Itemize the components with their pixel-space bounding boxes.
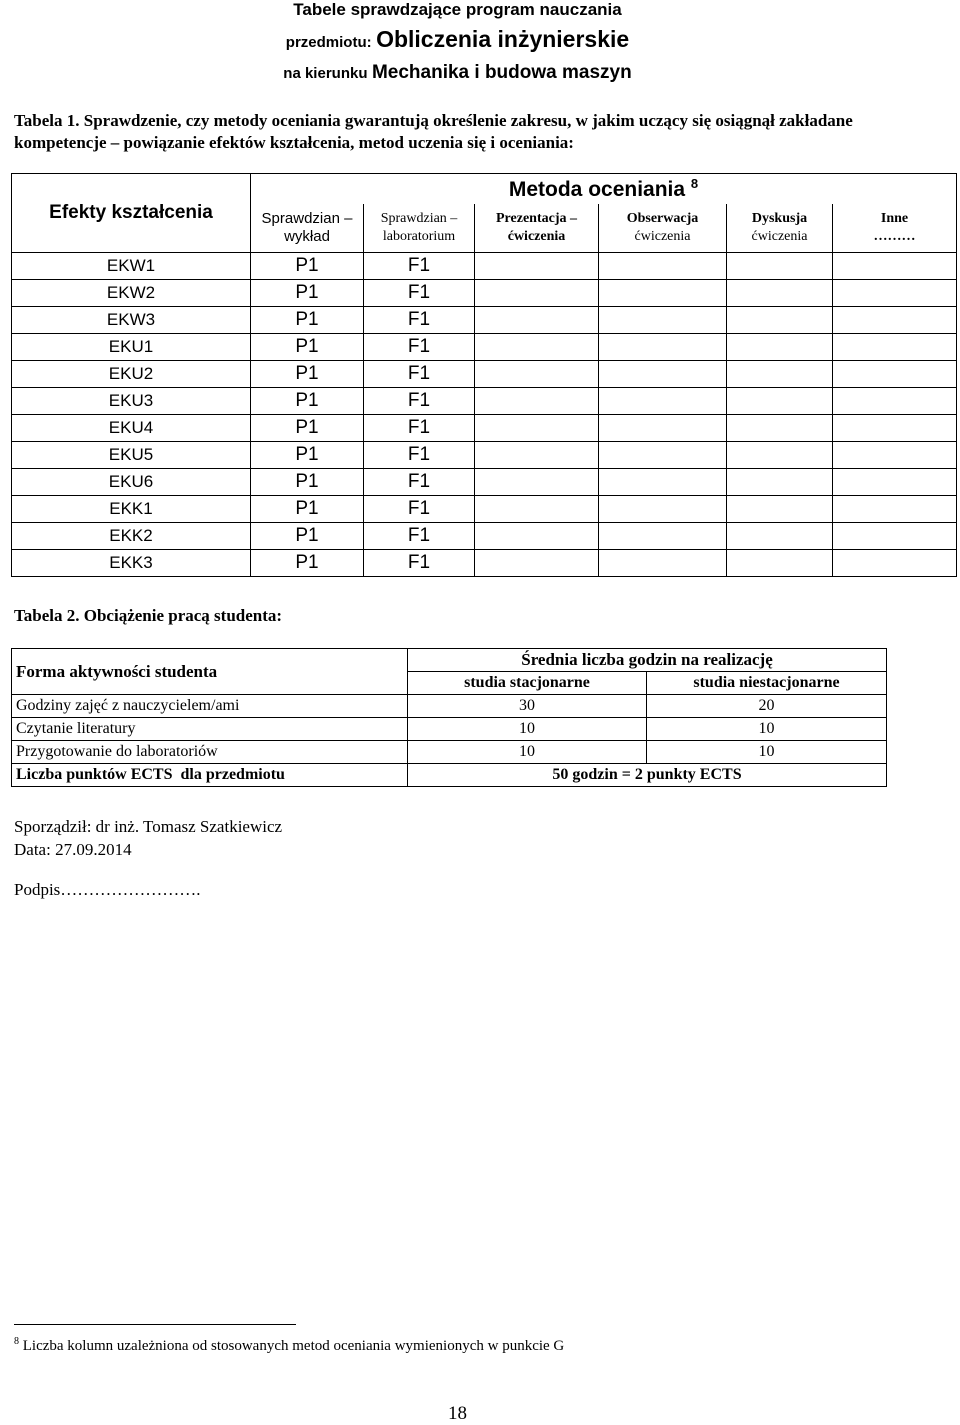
method-line2: ćwiczenia	[751, 229, 808, 245]
empty-cell	[599, 280, 727, 307]
wyklad-cell: P1	[251, 388, 364, 415]
method-line2: laboratorium	[382, 229, 456, 245]
empty-cell	[475, 415, 599, 442]
method-line1: Prezentacja –	[496, 211, 577, 227]
empty-cell	[599, 415, 727, 442]
empty-cell	[833, 442, 957, 469]
empty-cell	[727, 523, 833, 550]
empty-cell	[599, 307, 727, 334]
wyklad-cell: P1	[251, 307, 364, 334]
empty-cell	[727, 334, 833, 361]
method-line1: Dyskusja	[751, 211, 808, 227]
col-header-srednia: Średnia liczba godzin na realizację	[408, 649, 887, 672]
hours-niestacjonarne: 10	[647, 741, 887, 764]
empty-cell	[727, 469, 833, 496]
wyklad-cell: P1	[251, 469, 364, 496]
header-line2	[0, 26, 915, 53]
empty-cell	[727, 550, 833, 577]
table-row	[12, 415, 957, 442]
wyklad-cell: P1	[251, 253, 364, 280]
method-header	[727, 204, 833, 252]
footnote-mark: 8	[14, 1336, 19, 1347]
table-row	[12, 550, 957, 577]
table2-header-row-1	[12, 649, 887, 672]
activity-label: Czytanie literatury	[12, 718, 408, 741]
table-row	[12, 496, 957, 523]
empty-cell	[599, 361, 727, 388]
wyklad-cell: P1	[251, 523, 364, 550]
lab-cell: F1	[364, 307, 475, 334]
date: Data: 27.09.2014	[14, 840, 132, 859]
table-row	[12, 307, 957, 334]
empty-cell	[599, 253, 727, 280]
activity-label: Przygotowanie do laboratoriów	[12, 741, 408, 764]
method-line1: Obserwacja	[626, 211, 699, 227]
method-line2: ćwiczenia	[507, 229, 566, 245]
empty-cell	[727, 253, 833, 280]
header-line1: Tabele sprawdzające program nauczania	[293, 0, 622, 19]
lab-cell: F1	[364, 253, 475, 280]
table1-header-row-1	[12, 174, 957, 205]
table-row-total	[12, 764, 887, 787]
table-row	[12, 469, 957, 496]
table2-caption: Tabela 2. Obciążenie pracą studenta:	[14, 606, 283, 625]
table-row	[12, 695, 887, 718]
efekt-cell: EKK2	[12, 523, 251, 550]
lab-cell: F1	[364, 469, 475, 496]
col-header-efekty: Efekty kształcenia	[12, 174, 251, 253]
empty-cell	[475, 334, 599, 361]
empty-cell	[833, 253, 957, 280]
efekt-cell: EKK3	[12, 550, 251, 577]
method-header	[251, 204, 364, 252]
method-line1: Sprawdzian –	[261, 210, 353, 228]
empty-cell	[833, 280, 957, 307]
wyklad-cell: P1	[251, 550, 364, 577]
efekt-cell: EKU1	[12, 334, 251, 361]
wyklad-cell: P1	[251, 442, 364, 469]
efekt-cell: EKW3	[12, 307, 251, 334]
efekt-cell: EKK1	[12, 496, 251, 523]
table1-caption: Tabela 1. Sprawdzenie, czy metody oceniania gwarantują określenie zakresu, w jakim uczący się osiągnął zakładane kompetencje – powiązanie efektów kształcenia, metod uczenia się i oceniania:	[14, 111, 853, 152]
table-row	[12, 442, 957, 469]
lab-cell: F1	[364, 442, 475, 469]
empty-cell	[727, 280, 833, 307]
wyklad-cell: P1	[251, 415, 364, 442]
empty-cell	[833, 361, 957, 388]
footnote-divider	[14, 1324, 296, 1325]
ects-total-value: 50 godzin = 2 punkty ECTS	[408, 764, 887, 787]
activity-label: Godziny zajęć z nauczycielem/ami	[12, 695, 408, 718]
empty-cell	[475, 469, 599, 496]
efekt-cell: EKU5	[12, 442, 251, 469]
efekt-cell: EKU2	[12, 361, 251, 388]
wyklad-cell: P1	[251, 361, 364, 388]
efekt-cell: EKU4	[12, 415, 251, 442]
efekt-cell: EKW2	[12, 280, 251, 307]
empty-cell	[727, 388, 833, 415]
empty-cell	[833, 388, 957, 415]
empty-cell	[727, 415, 833, 442]
empty-cell	[599, 442, 727, 469]
lab-cell: F1	[364, 496, 475, 523]
signature-line: Podpis…………………….	[14, 880, 201, 899]
header-subject: Obliczenia inżynierskie	[376, 26, 630, 52]
empty-cell	[475, 496, 599, 523]
empty-cell	[475, 280, 599, 307]
hours-niestacjonarne: 10	[647, 718, 887, 741]
empty-cell	[599, 496, 727, 523]
empty-cell	[475, 523, 599, 550]
table-row	[12, 361, 957, 388]
empty-cell	[599, 334, 727, 361]
lab-cell: F1	[364, 388, 475, 415]
table-row	[12, 253, 957, 280]
lab-cell: F1	[364, 523, 475, 550]
hours-stacjonarne: 10	[408, 718, 647, 741]
empty-cell	[727, 496, 833, 523]
empty-cell	[727, 442, 833, 469]
table-row	[12, 334, 957, 361]
lab-cell: F1	[364, 280, 475, 307]
hours-stacjonarne: 30	[408, 695, 647, 718]
empty-cell	[599, 523, 727, 550]
header-subject-prefix: przedmiotu:	[285, 34, 372, 51]
empty-cell	[599, 388, 727, 415]
header-field-prefix: na kierunku	[283, 65, 368, 82]
lab-cell: F1	[364, 361, 475, 388]
hours-stacjonarne: 10	[408, 741, 647, 764]
assessment-methods-table	[11, 173, 957, 577]
header-line3	[0, 62, 915, 84]
footnote-text: Liczba kolumn uzależniona od stosowanych metod oceniania wymienionych w punkcie G	[22, 1338, 565, 1354]
table-row	[12, 388, 957, 415]
ects-total-label: Liczba punktów ECTS dla przedmiotu	[12, 764, 408, 787]
empty-cell	[833, 496, 957, 523]
workload-table	[11, 648, 887, 787]
empty-cell	[599, 469, 727, 496]
table-row	[12, 718, 887, 741]
col-header-stacjonarne: studia stacjonarne	[408, 672, 647, 695]
header-field: Mechanika i budowa maszyn	[371, 62, 632, 83]
table-row	[12, 523, 957, 550]
wyklad-cell: P1	[251, 496, 364, 523]
method-header	[364, 204, 475, 252]
method-line2: wykład	[284, 228, 330, 246]
efekt-cell: EKW1	[12, 253, 251, 280]
wyklad-cell: P1	[251, 334, 364, 361]
method-line2: ………	[873, 229, 916, 245]
empty-cell	[833, 334, 957, 361]
method-line1: Sprawdzian –	[380, 211, 458, 227]
wyklad-cell: P1	[251, 280, 364, 307]
empty-cell	[727, 307, 833, 334]
method-header	[475, 204, 599, 252]
empty-cell	[833, 550, 957, 577]
method-header	[833, 204, 957, 252]
footnote-ref: 8	[690, 176, 699, 192]
footnote	[14, 1336, 564, 1355]
table-row	[12, 741, 887, 764]
page-number: 18	[448, 1403, 467, 1424]
empty-cell	[833, 307, 957, 334]
lab-cell: F1	[364, 334, 475, 361]
lab-cell: F1	[364, 550, 475, 577]
method-line2: ćwiczenia	[634, 229, 691, 245]
empty-cell	[475, 361, 599, 388]
col-header-niestacjonarne: studia niestacjonarne	[647, 672, 887, 695]
empty-cell	[833, 523, 957, 550]
efekt-cell: EKU3	[12, 388, 251, 415]
method-header	[599, 204, 727, 252]
efekt-cell: EKU6	[12, 469, 251, 496]
hours-niestacjonarne: 20	[647, 695, 887, 718]
empty-cell	[475, 550, 599, 577]
empty-cell	[833, 469, 957, 496]
method-line1: Inne	[880, 211, 909, 227]
col-header-metoda	[251, 174, 957, 205]
empty-cell	[727, 361, 833, 388]
empty-cell	[475, 253, 599, 280]
empty-cell	[833, 415, 957, 442]
table-row	[12, 280, 957, 307]
empty-cell	[599, 550, 727, 577]
methods-title: Metoda oceniania	[508, 178, 686, 202]
empty-cell	[475, 442, 599, 469]
col-header-forma: Forma aktywności studenta	[12, 649, 408, 695]
empty-cell	[475, 307, 599, 334]
empty-cell	[475, 388, 599, 415]
prepared-block	[14, 815, 282, 861]
prepared-by: Sporządził: dr inż. Tomasz Szatkiewicz	[14, 817, 283, 836]
lab-cell: F1	[364, 415, 475, 442]
